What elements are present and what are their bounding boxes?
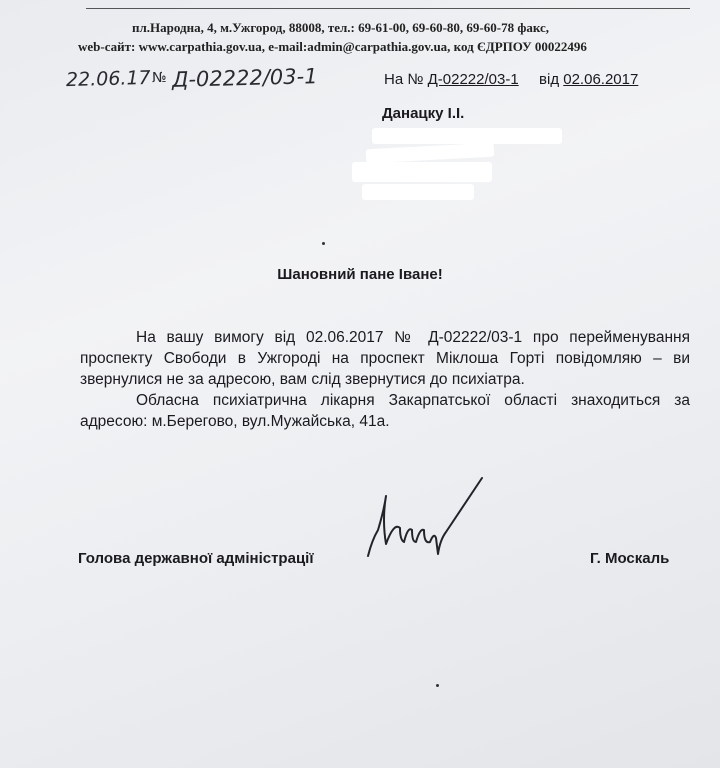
body-paragraph: На вашу вимогу від 02.06.2017 № Д-02222/03-1 про перейменування проспекту Свободи в Ужгороді на проспект Міклоша Горті повідомляю – ви звернулися не за адресою, вам слід звернутися до психіатра. [80, 329, 690, 388]
reference-from-label: від [539, 71, 560, 88]
salutation: Шановний пане Іване! [277, 266, 443, 283]
header-contacts-line: web-сайт: www.carpathia.gov.ua, e-mail:admin@carpathia.gov.ua, код ЄДРПОУ 00022496 [78, 39, 587, 54]
body-paragraph: Обласна психіатрична лікарня Закарпатської області знаходиться за адресою: м.Берегово, вул.Мужайська, 41а. [80, 392, 690, 430]
addressee-name: Данацку І.І. [382, 105, 465, 122]
signatory-role: Голова державної адміністрації [78, 550, 314, 567]
outgoing-date-handwritten: 22.06.17 [65, 66, 151, 92]
reference-date: 02.06.2017 [563, 71, 639, 88]
reference-number: Д-02222/03-1 [427, 71, 519, 88]
header-address-line: пл.Народна, 4, м.Ужгород, 88008, тел.: 69-61-00, 69-60-80, 69-60-78 факс, [132, 20, 550, 35]
header-rule [86, 8, 690, 9]
signatory-name: Г. Москаль [590, 550, 670, 567]
outgoing-number-sign: № [151, 69, 167, 87]
reference-prefix: На № [384, 71, 424, 88]
reference-line [384, 71, 638, 88]
letter-body [80, 327, 690, 432]
paper-speck [436, 684, 439, 687]
handwritten-signature [360, 470, 500, 570]
outgoing-number-handwritten: Д-02222/03-1 [171, 64, 318, 92]
paper-speck [322, 242, 325, 245]
